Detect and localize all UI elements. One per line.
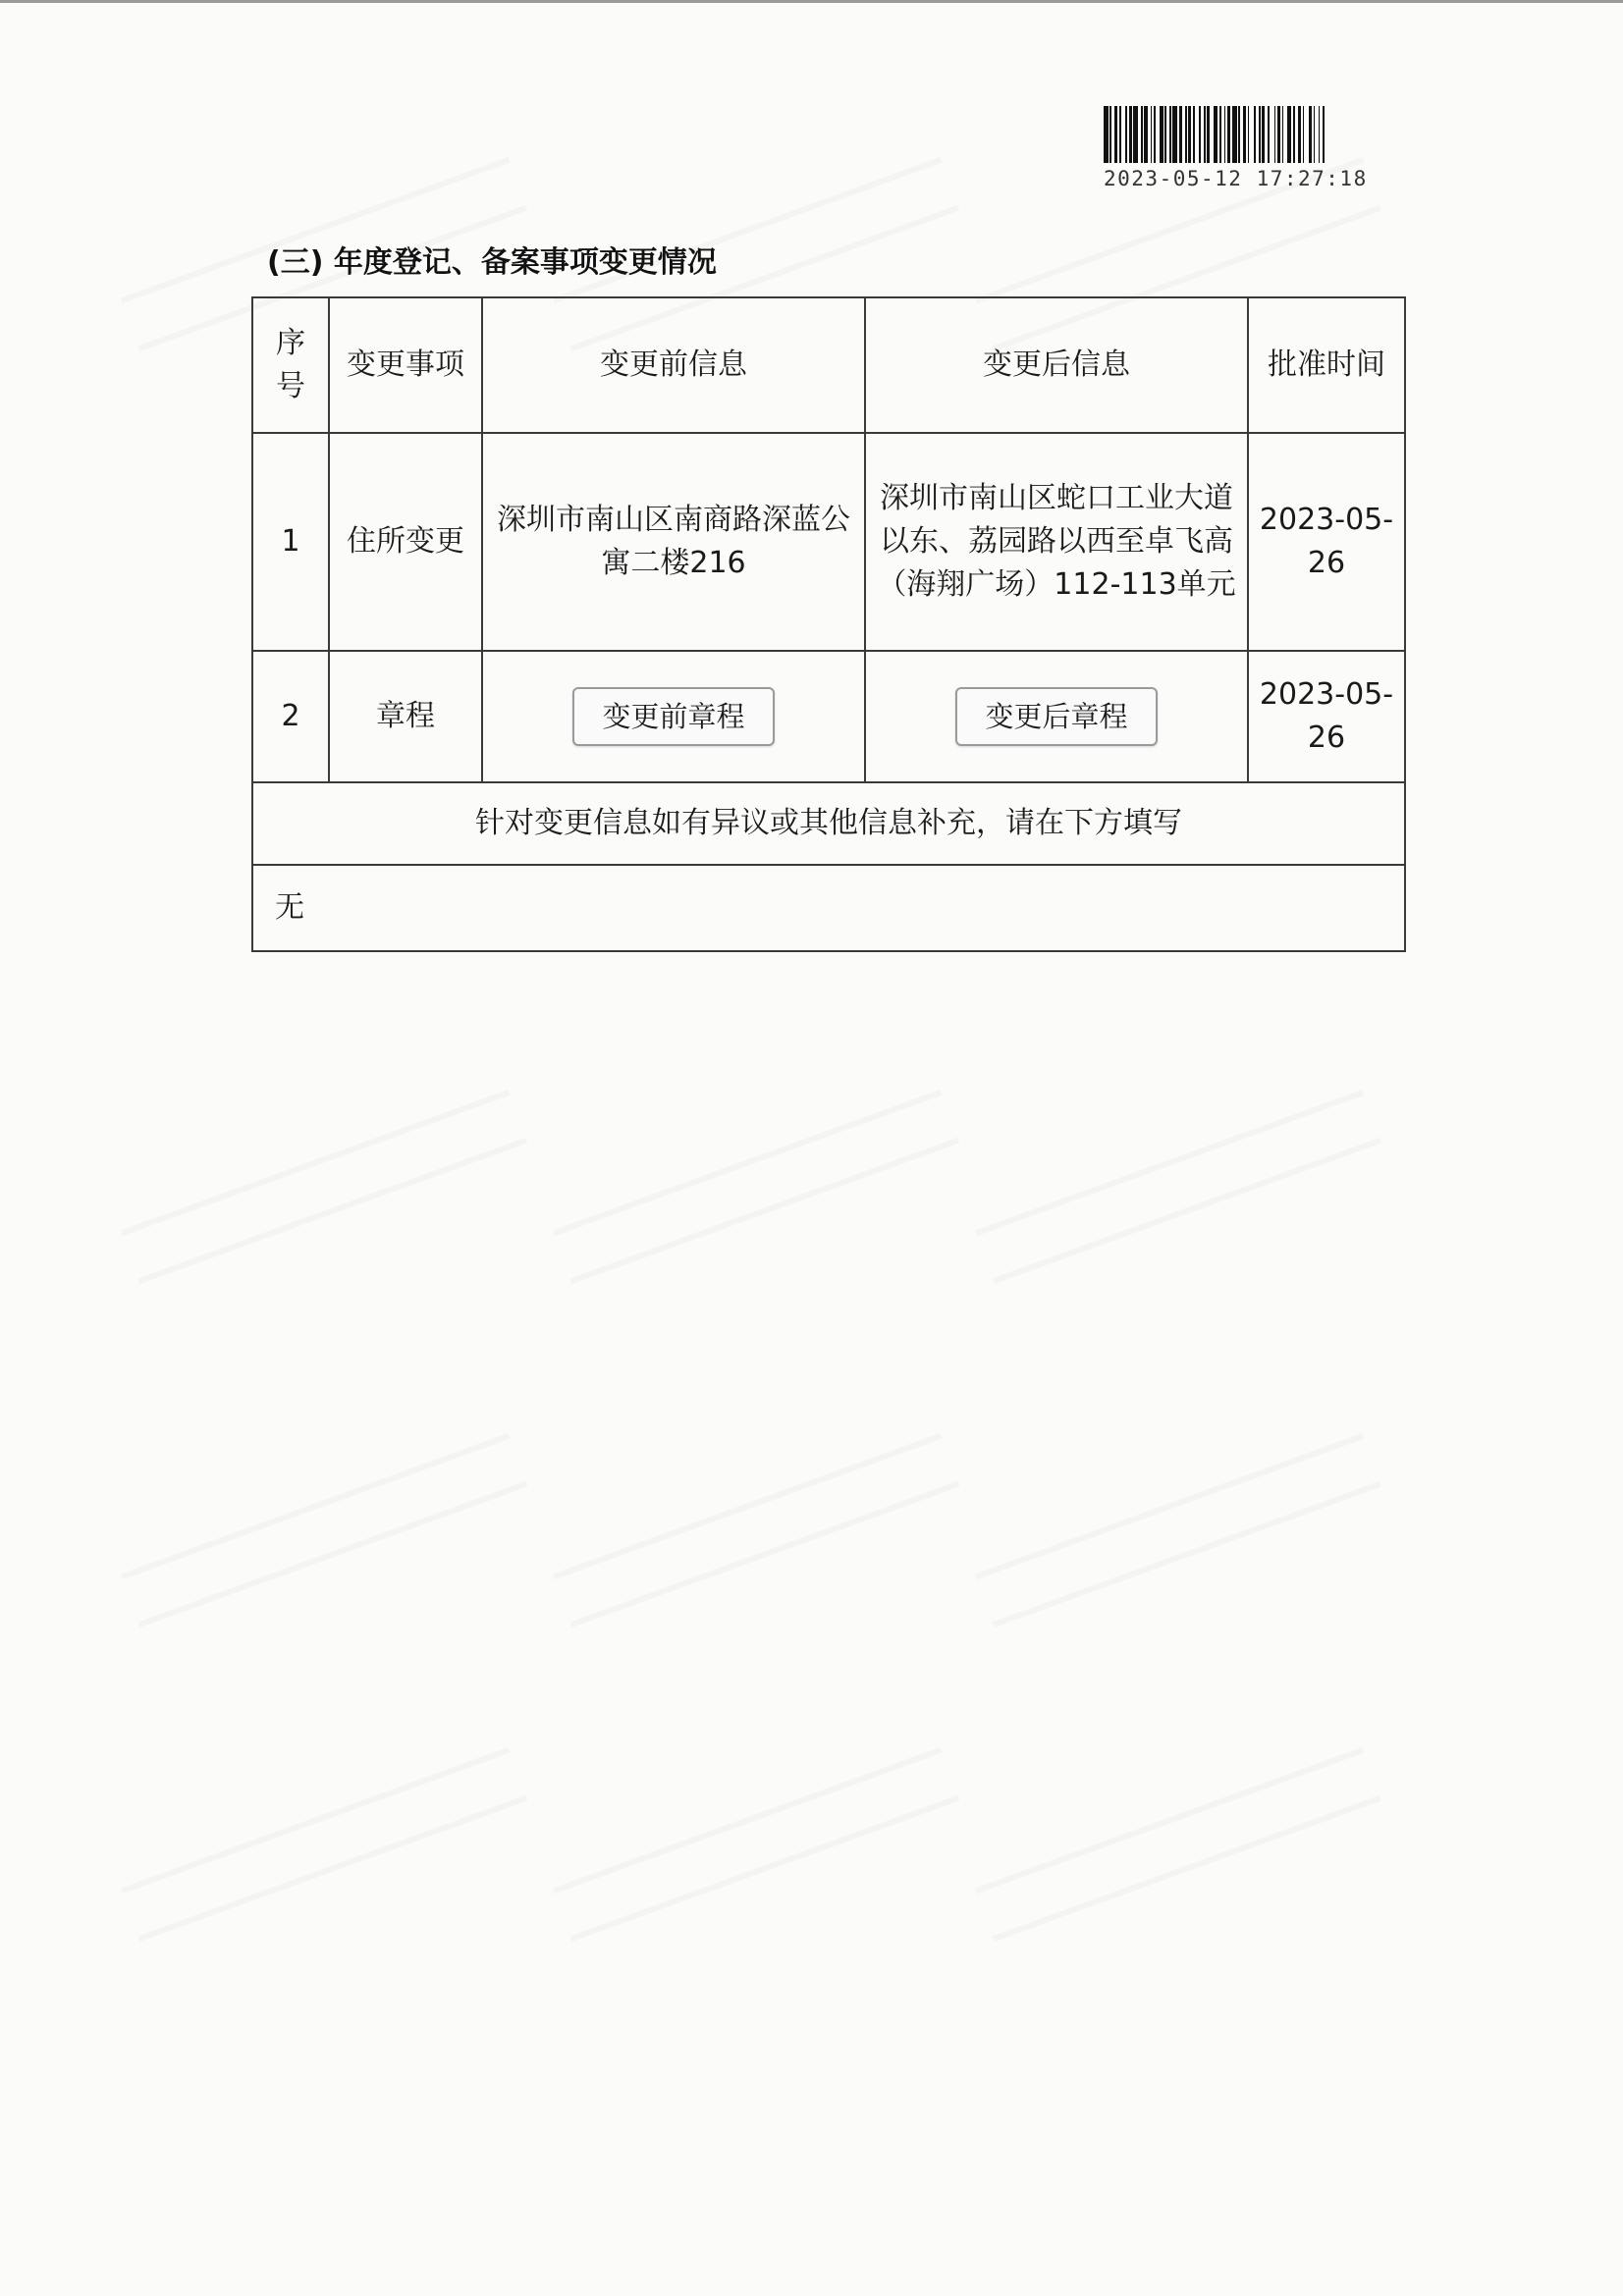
header-approval-date: 批准时间: [1248, 297, 1405, 433]
watermark: [553, 1090, 960, 1284]
watermark: [121, 1090, 528, 1284]
scan-top-edge: [0, 0, 1623, 3]
row-seq: 2: [252, 651, 329, 782]
table-row: [252, 651, 1405, 782]
header-after: 变更后信息: [865, 297, 1248, 433]
remark-value-row: [252, 865, 1405, 951]
section-title: (三) 年度登记、备案事项变更情况: [267, 245, 717, 280]
watermark: [975, 1747, 1382, 1942]
row-approval-date: 2023-05-26: [1248, 433, 1405, 651]
remark-prompt-row: [252, 782, 1405, 865]
change-records-table: [251, 296, 1406, 952]
barcode: [1104, 106, 1402, 163]
watermark: [553, 1747, 960, 1942]
after-charter-button[interactable]: 变更后章程: [955, 687, 1157, 746]
row-after-cell: [865, 651, 1248, 782]
row-before-info: 深圳市南山区南商路深蓝公寓二楼216: [482, 433, 865, 651]
row-approval-date: 2023-05-26: [1248, 651, 1405, 782]
watermark: [121, 1433, 528, 1628]
row-seq: 1: [252, 433, 329, 651]
header-item: 变更事项: [329, 297, 482, 433]
row-item: 住所变更: [329, 433, 482, 651]
watermark: [975, 1090, 1382, 1284]
header-before: 变更前信息: [482, 297, 865, 433]
remark-field[interactable]: 无: [252, 865, 1405, 951]
row-before-cell: [482, 651, 865, 782]
before-charter-button[interactable]: 变更前章程: [572, 687, 774, 746]
watermark: [553, 1433, 960, 1628]
row-after-info: 深圳市南山区蛇口工业大道以东、荔园路以西至卓飞高（海翔广场）112-113单元: [865, 433, 1248, 651]
watermark: [121, 1747, 528, 1942]
row-item: 章程: [329, 651, 482, 782]
remark-prompt: 针对变更信息如有异议或其他信息补充，请在下方填写: [252, 782, 1405, 865]
table-header-row: [252, 297, 1405, 433]
header-seq: 序号: [252, 297, 329, 433]
print-timestamp: 2023-05-12 17:27:18: [1104, 167, 1368, 190]
table-row: [252, 433, 1405, 651]
watermark: [975, 1433, 1382, 1628]
